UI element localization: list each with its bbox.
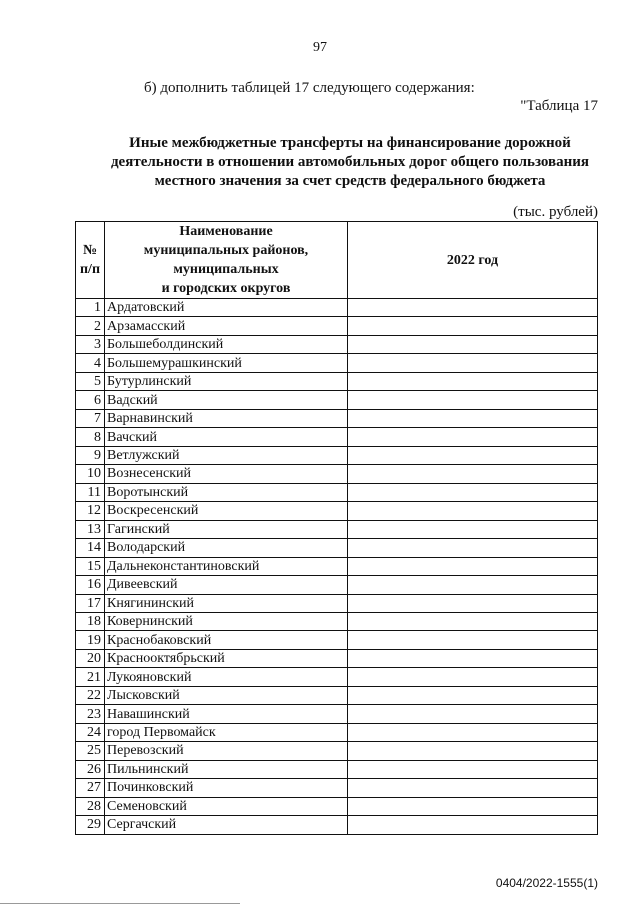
row-number: 11	[76, 483, 105, 501]
municipality-name: Вадский	[105, 391, 348, 409]
row-number: 10	[76, 465, 105, 483]
row-number: 19	[76, 631, 105, 649]
year-2022-value	[348, 354, 598, 372]
row-number: 5	[76, 372, 105, 390]
year-2022-value	[348, 299, 598, 317]
year-2022-value	[348, 520, 598, 538]
row-number: 18	[76, 612, 105, 630]
year-2022-value	[348, 335, 598, 353]
row-number: 15	[76, 557, 105, 575]
municipality-name: Краснобаковский	[105, 631, 348, 649]
year-2022-value	[348, 686, 598, 704]
table-row	[76, 705, 598, 723]
document-title	[80, 134, 620, 191]
municipality-name: Навашинский	[105, 705, 348, 723]
row-number: 22	[76, 686, 105, 704]
row-number: 29	[76, 816, 105, 834]
table-body	[76, 299, 598, 835]
municipality-name: Лукояновский	[105, 668, 348, 686]
year-2022-value	[348, 779, 598, 797]
header-line: п/п	[79, 262, 101, 277]
table-row	[76, 391, 598, 409]
year-2022-value	[348, 742, 598, 760]
municipality-name: Воскресенский	[105, 502, 348, 520]
municipality-name: Воротынский	[105, 483, 348, 501]
municipality-name: Большеболдинский	[105, 335, 348, 353]
row-number: 20	[76, 649, 105, 667]
municipality-name: Володарский	[105, 539, 348, 557]
year-2022-value	[348, 760, 598, 778]
table-row	[76, 446, 598, 464]
year-2022-value	[348, 594, 598, 612]
municipality-name: Сергачский	[105, 816, 348, 834]
table-row	[76, 520, 598, 538]
document-code: 0404/2022-1555(1)	[495, 876, 598, 890]
year-2022-value	[348, 502, 598, 520]
table-row	[76, 502, 598, 520]
table-row	[76, 797, 598, 815]
table-row	[76, 631, 598, 649]
intro-text: б) дополнить таблицей 17 следующего содержания:	[144, 80, 475, 96]
table-row	[76, 668, 598, 686]
year-2022-value	[348, 668, 598, 686]
table-row	[76, 723, 598, 741]
municipality-name: Пильнинский	[105, 760, 348, 778]
year-2022-value	[348, 465, 598, 483]
table-row	[76, 779, 598, 797]
table-row	[76, 576, 598, 594]
column-header-year: 2022 год	[348, 222, 598, 299]
row-number: 12	[76, 502, 105, 520]
table-row	[76, 317, 598, 335]
units-label: (тыс. рублей)	[513, 204, 598, 220]
municipality-name: Варнавинский	[105, 409, 348, 427]
year-2022-value	[348, 317, 598, 335]
row-number: 25	[76, 742, 105, 760]
municipality-name: Семеновский	[105, 797, 348, 815]
municipality-name: Большемурашкинский	[105, 354, 348, 372]
year-2022-value	[348, 539, 598, 557]
row-number: 1	[76, 299, 105, 317]
row-number: 2	[76, 317, 105, 335]
table-row	[76, 816, 598, 834]
year-2022-value	[348, 428, 598, 446]
transfers-table	[75, 221, 598, 835]
row-number: 24	[76, 723, 105, 741]
table-row	[76, 465, 598, 483]
table-row	[76, 686, 598, 704]
row-number: 27	[76, 779, 105, 797]
header-line: №	[82, 243, 98, 258]
page-number: 97	[313, 40, 327, 55]
table-header-row	[76, 222, 598, 299]
header-line: муниципальных районов,	[143, 243, 309, 258]
column-header-number	[76, 222, 105, 299]
table-row	[76, 483, 598, 501]
table-row	[76, 594, 598, 612]
municipality-name: Вачский	[105, 428, 348, 446]
municipality-name: Гагинский	[105, 520, 348, 538]
municipality-name: Починковский	[105, 779, 348, 797]
table-row	[76, 372, 598, 390]
table-row	[76, 428, 598, 446]
row-number: 26	[76, 760, 105, 778]
year-2022-value	[348, 576, 598, 594]
municipality-name: Краснооктябрьский	[105, 649, 348, 667]
year-2022-value	[348, 649, 598, 667]
municipality-name: Ковернинский	[105, 612, 348, 630]
year-2022-value	[348, 797, 598, 815]
title-line: деятельности в отношении автомобильных дорог общего пользования	[110, 154, 590, 170]
municipality-name: Перевозский	[105, 742, 348, 760]
table-row	[76, 335, 598, 353]
header-line: Наименование	[179, 224, 273, 239]
table-row	[76, 299, 598, 317]
row-number: 13	[76, 520, 105, 538]
table-row	[76, 760, 598, 778]
row-number: 17	[76, 594, 105, 612]
municipality-name: Ветлужский	[105, 446, 348, 464]
year-2022-value	[348, 372, 598, 390]
row-number: 3	[76, 335, 105, 353]
title-line: местного значения за счет средств федерального бюджета	[154, 173, 546, 189]
year-2022-value	[348, 816, 598, 834]
table-row	[76, 612, 598, 630]
municipality-name: город Первомайск	[105, 723, 348, 741]
header-line: и городских округов	[161, 281, 291, 296]
row-number: 21	[76, 668, 105, 686]
municipality-name: Вознесенский	[105, 465, 348, 483]
municipality-name: Ардатовский	[105, 299, 348, 317]
table-row	[76, 354, 598, 372]
table-row	[76, 539, 598, 557]
header-line: муниципальных	[173, 262, 279, 277]
year-2022-value	[348, 483, 598, 501]
row-number: 16	[76, 576, 105, 594]
municipality-name: Княгининский	[105, 594, 348, 612]
municipality-name: Дивеевский	[105, 576, 348, 594]
table-row	[76, 557, 598, 575]
table-row	[76, 742, 598, 760]
year-2022-value	[348, 557, 598, 575]
footer-rule	[0, 903, 240, 904]
municipality-name: Лысковский	[105, 686, 348, 704]
table-row	[76, 649, 598, 667]
year-2022-value	[348, 631, 598, 649]
row-number: 23	[76, 705, 105, 723]
year-2022-value	[348, 409, 598, 427]
row-number: 6	[76, 391, 105, 409]
table-caption: "Таблица 17	[520, 98, 598, 114]
year-2022-value	[348, 391, 598, 409]
table-row	[76, 409, 598, 427]
title-line: Иные межбюджетные трансферты на финансирование дорожной	[129, 135, 571, 151]
year-2022-value	[348, 723, 598, 741]
year-2022-value	[348, 612, 598, 630]
year-2022-value	[348, 446, 598, 464]
row-number: 9	[76, 446, 105, 464]
row-number: 14	[76, 539, 105, 557]
row-number: 7	[76, 409, 105, 427]
year-2022-value	[348, 705, 598, 723]
municipality-name: Арзамасский	[105, 317, 348, 335]
row-number: 28	[76, 797, 105, 815]
column-header-name	[105, 222, 348, 299]
row-number: 8	[76, 428, 105, 446]
municipality-name: Дальнеконстантиновский	[105, 557, 348, 575]
row-number: 4	[76, 354, 105, 372]
municipality-name: Бутурлинский	[105, 372, 348, 390]
